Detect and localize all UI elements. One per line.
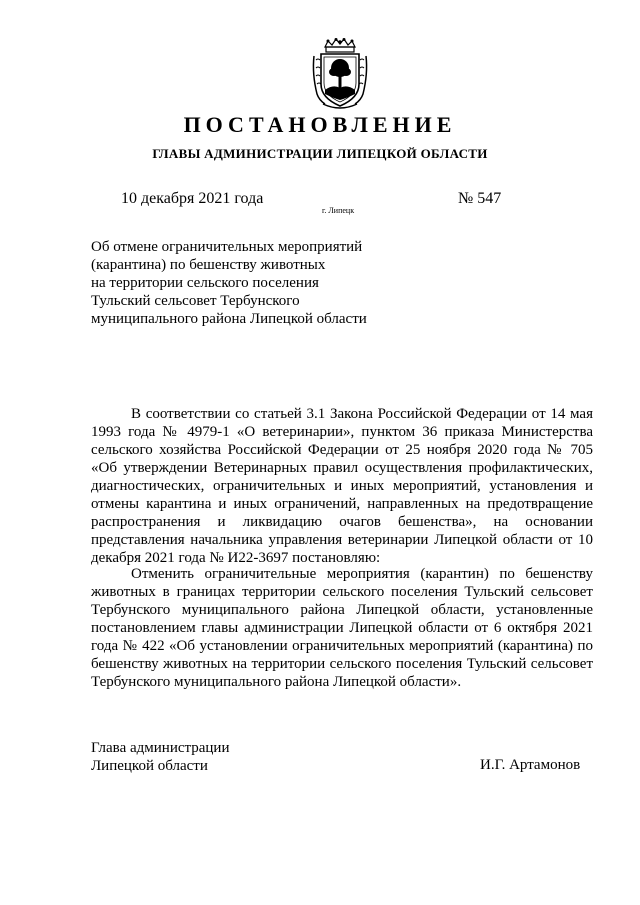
- signatory-position-line: Глава администрации: [91, 740, 230, 756]
- coat-of-arms-emblem: [311, 38, 369, 110]
- subject-line: Об отмене ограничительных мероприятий: [91, 239, 363, 255]
- document-date: 10 декабря 2021 года: [121, 190, 264, 207]
- document-subject: [91, 238, 411, 328]
- body-paragraph-preamble: В соответствии со статьей 3.1 Закона Российской Федерации от 14 мая 1993 года № 4979-1 «О ветеринарии», пунктом 36 приказа Министерства сельского хозяйства Российской Федерации от 25 ноября 2020 года № 705 «Об утверждении Ветеринарных правил осуществления профилактических, диагностических, ограничительных и иных мероприятий, установления и отмены карантина и иных ограничений, направленных на предотвращение распространения и ликвидацию очагов бешенства», на основании представления начальника управления ветеринарии Липецкой области от 10 декабря 2021 года № И22-3697 постановляю:: [91, 406, 593, 566]
- subject-line: (карантина) по бешенству животных: [91, 257, 326, 273]
- document-number: № 547: [458, 190, 502, 207]
- document-title: ПОСТАНОВЛЕНИЕ: [183, 112, 457, 137]
- document-place: г. Липецк: [322, 206, 355, 215]
- signatory-position: [91, 739, 229, 775]
- signatory-name: И.Г. Артамонов: [480, 757, 581, 773]
- signatory-position-line: Липецкой области: [91, 758, 208, 774]
- subject-line: муниципального района Липецкой области: [91, 311, 367, 327]
- subject-line: Тульский сельсовет Тербунского: [91, 293, 300, 309]
- document-subtitle: ГЛАВЫ АДМИНИСТРАЦИИ ЛИПЕЦКОЙ ОБЛАСТИ: [152, 146, 488, 161]
- body-paragraph-decision: Отменить ограничительные мероприятия (карантин) по бешенству животных в границах территории сельского поселения Тульский сельсовет Тербунского муниципального района Липецкой области, установленные постановлением главы администрации Липецкой области от 6 октября 2021 года № 422 «Об установлении ограничительных мероприятий (карантина) по бешенству животных на территории сельского поселения Тульский сельсовет Тербунского муниципального района Липецкой области».: [91, 566, 593, 690]
- subject-line: на территории сельского поселения: [91, 275, 319, 291]
